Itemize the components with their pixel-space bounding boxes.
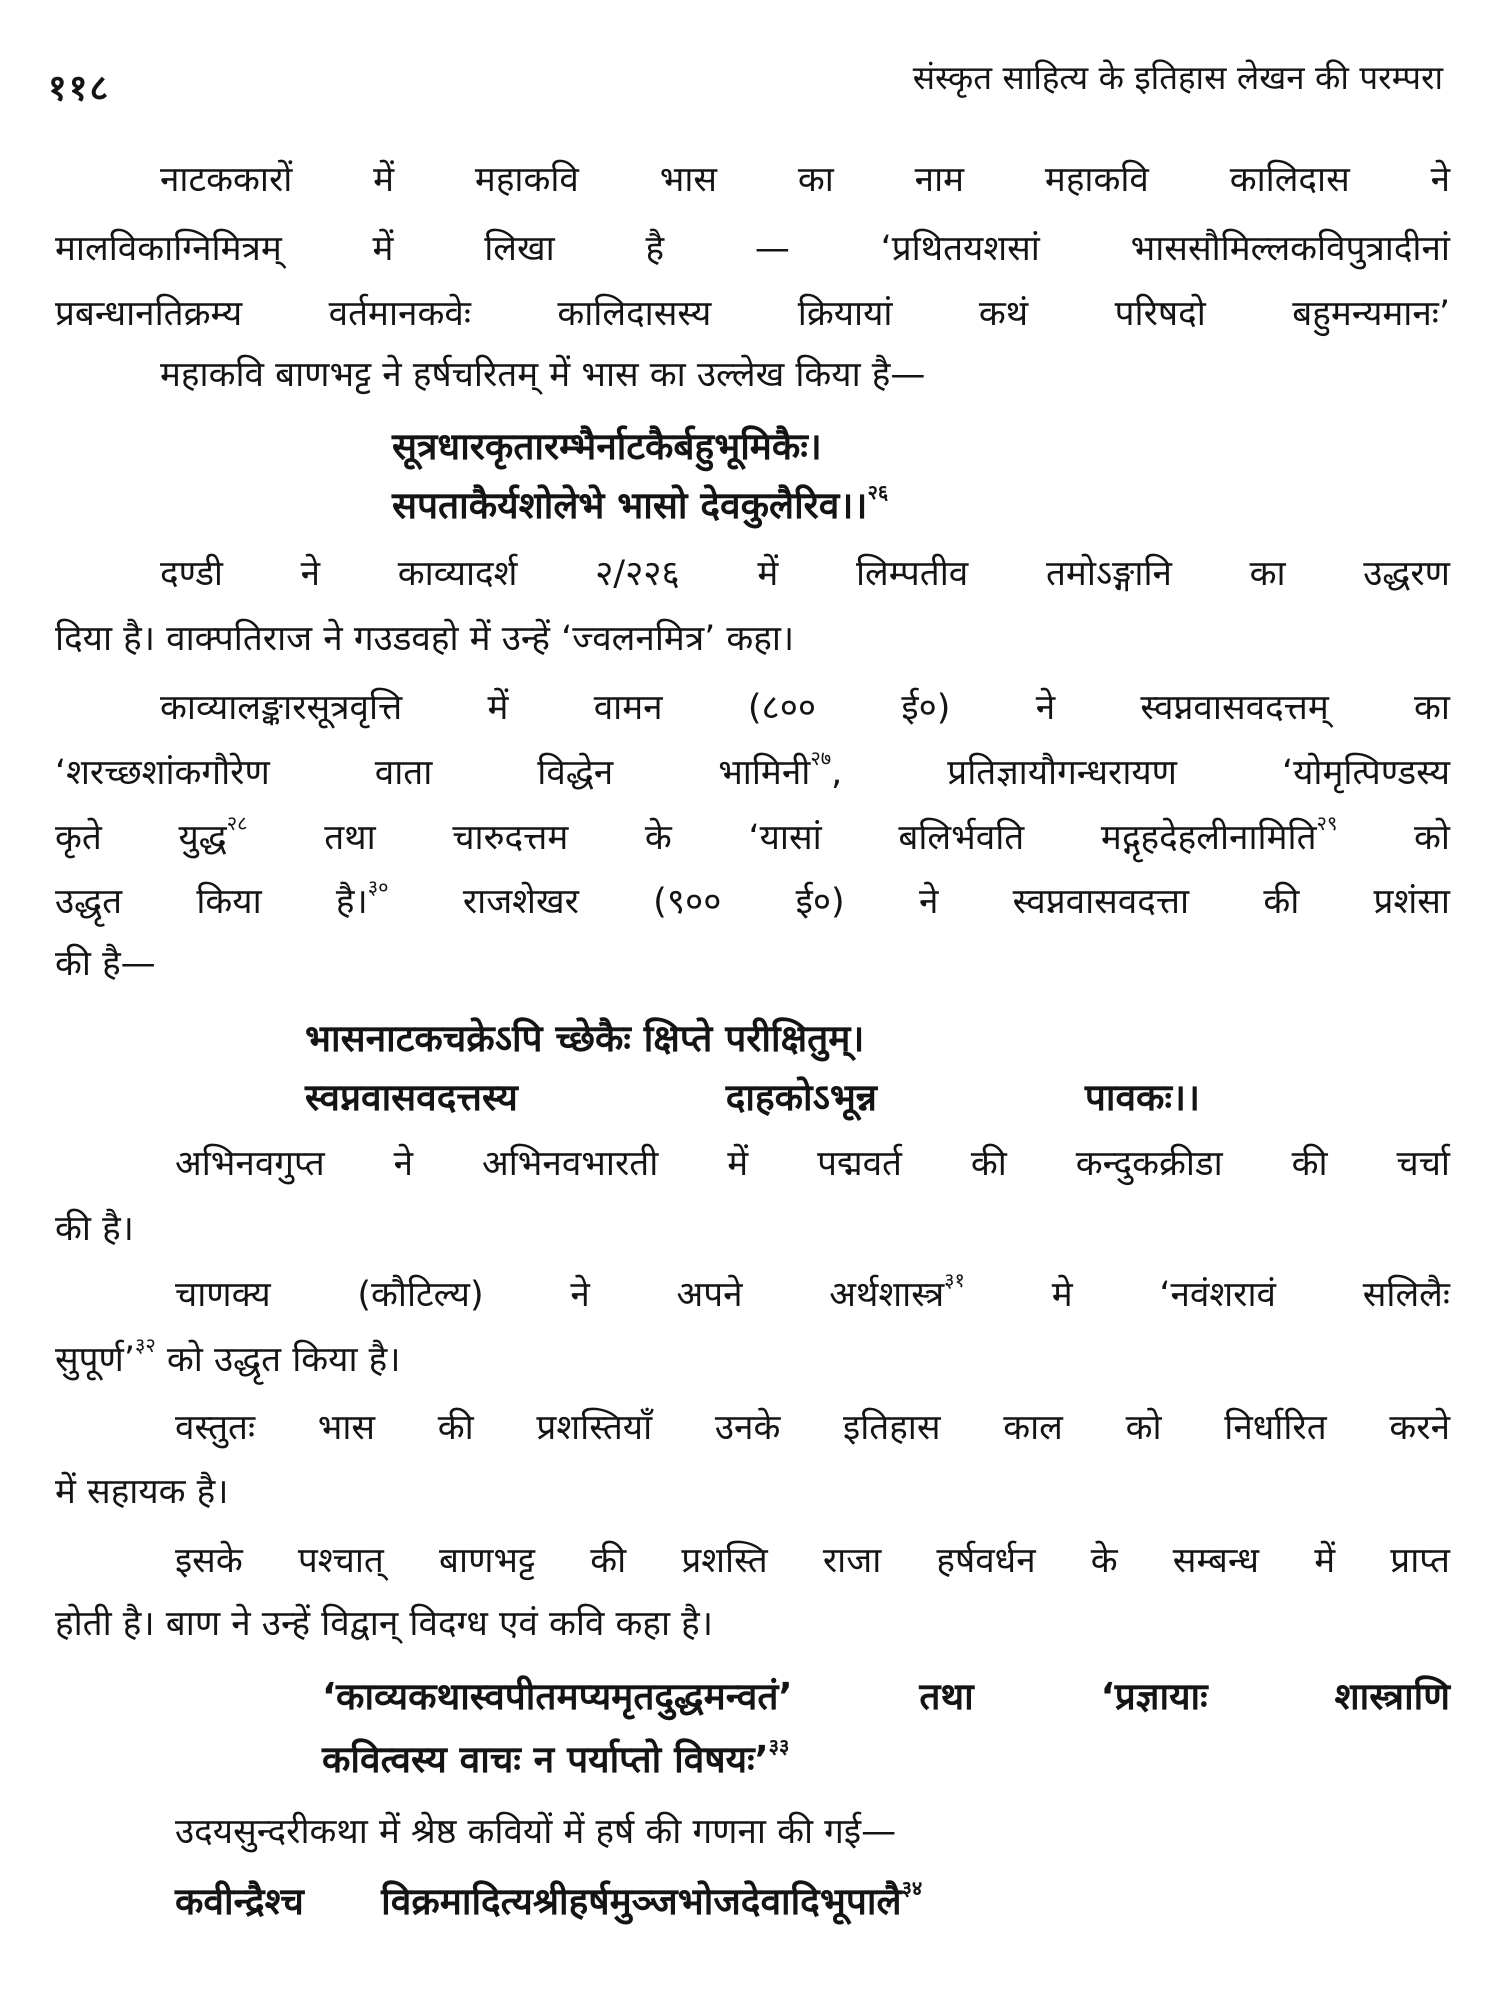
paragraph-line: अभिनवगुप्त ने अभिनवभारती में पद्मवर्त की कन्दुकक्रीडा की चर्चा <box>175 1144 1450 1184</box>
paragraph-line: प्रबन्धानतिक्रम्य वर्तमानकवेः कालिदासस्य क्रियायां कथं परिषदो बहुमन्यमानः’ <box>55 294 1450 334</box>
footnote-ref: २७ <box>810 746 832 771</box>
footnote-ref: २६ <box>867 479 889 504</box>
paragraph-line: मालविकाग्निमित्रम् में लिखा है — ‘प्रथितयशसां भाससौमिल्लकविपुत्रादीनां <box>55 229 1450 269</box>
paragraph-line: वस्तुतः भास की प्रशस्तियाँ उनके इतिहास काल को निर्धारित करने <box>175 1408 1450 1448</box>
paragraph-line: काव्यालङ्कारसूत्रवृत्ति में वामन (८०० ई०) ने स्वप्नवासवदत्तम् का <box>160 688 1450 728</box>
paragraph-line: की है। <box>55 1209 134 1249</box>
verse-line: सपताकैर्यशोलेभे भासो देवकुलैरिव।।$^{२६}$ <box>392 479 889 527</box>
paragraph-line: दण्डी ने काव्यादर्श २/२२६ में लिम्पतीव तमोऽङ्गानि का उद्धरण <box>160 554 1450 594</box>
paragraph-line: उद्धृत किया है।$^{३०}$ राजशेखर (९०० ई०) ने स्वप्नवासवदत्ता की प्रशंसा <box>55 875 1450 922</box>
paragraph-line: इसके पश्चात् बाणभट्ट की प्रशस्ति राजा हर्षवर्धन के सम्बन्ध में प्राप्त <box>175 1541 1450 1581</box>
footnote-ref: ३४ <box>901 1875 923 1900</box>
paragraph-line: ‘शरच्छशांकगौरेण वाता विद्धेन भामिनी$^{२७}$, प्रतिज्ञायौगन्धरायण ‘योमृत्पिण्डस्य <box>55 746 1450 793</box>
paragraph-line: चाणक्य (कौटिल्य) ने अपने अर्थशास्त्र$^{३१}$ मे ‘नवंशरावं सलिलैः <box>175 1268 1450 1315</box>
paragraph-line: सुपूर्ण’$^{३२}$ को उद्धृत किया है। <box>55 1333 401 1380</box>
footnote-ref: ३२ <box>134 1333 156 1358</box>
footnote-ref: २८ <box>226 811 248 836</box>
paragraph-line: नाटककारों में महाकवि भास का नाम महाकवि कालिदास ने <box>160 160 1450 200</box>
paragraph-line: होती है। बाण ने उन्हें विद्वान् विदग्ध एवं कवि कहा है। <box>55 1604 713 1644</box>
running-title: संस्कृत साहित्य के इतिहास लेखन की परम्परा <box>912 58 1443 97</box>
quote-line: ‘काव्यकथास्वपीतमप्यमृतदुद्धमन्वतं’ तथा ‘प्रज्ञायाः शास्त्राणि <box>322 1675 1450 1718</box>
paragraph-line: दिया है। वाक्पतिराज ने गउडवहो में उन्हें ‘ज्वलनमित्र’ कहा। <box>55 619 795 659</box>
verse-line: सूत्रधारकृतारम्भैर्नाटकैर्बहुभूमिकैः। <box>392 425 822 468</box>
paragraph-line: महाकवि बाणभट्ट ने हर्षचरितम् में भास का उल्लेख किया है— <box>160 355 926 395</box>
page-number: ११८ <box>48 68 111 109</box>
footnote-ref: २९ <box>1316 811 1338 836</box>
verse-line: कवीन्द्रैश्च विक्रमादित्यश्रीहर्षमुञ्जभोजदेवादिभूपालै$^{३४}$ <box>175 1875 923 1923</box>
paragraph-line: में सहायक है। <box>55 1472 229 1512</box>
quote-line: कवित्वस्य वाचः न पर्याप्तो विषयः’$^{३३}$ <box>322 1733 790 1781</box>
paragraph-line: कृते युद्ध$^{२८}$ तथा चारुदत्तम के ‘यासां बलिर्भवति मद्गृहदेहलीनामिति$^{२९}$ को <box>55 811 1450 858</box>
paragraph-line: उदयसुन्दरीकथा में श्रेष्ठ कवियों में हर्ष की गणना की गई— <box>175 1812 897 1852</box>
verse-line: स्वप्नवासवदत्तस्य दाहकोऽभून्न पावकः।। <box>305 1076 1200 1119</box>
page-header <box>48 58 1443 112</box>
footnote-ref: ३० <box>367 875 389 900</box>
footnote-ref: ३३ <box>768 1733 790 1758</box>
paragraph-line: की है— <box>55 944 156 984</box>
footnote-ref: ३१ <box>944 1268 965 1293</box>
verse-line: भासनाटकचक्रेऽपि च्छेकैः क्षिप्ते परीक्षितुम्। <box>305 1017 865 1060</box>
